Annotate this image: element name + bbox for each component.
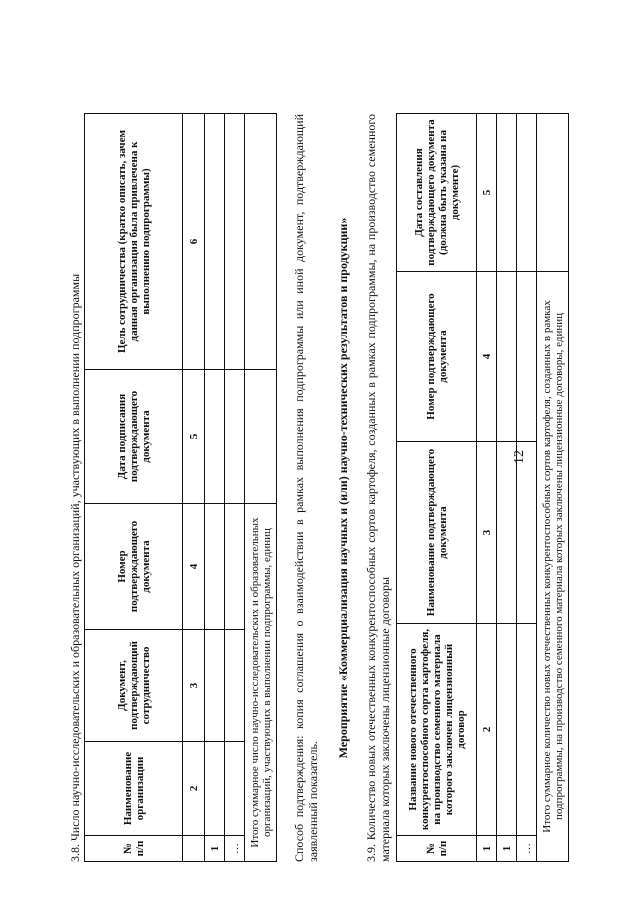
header-cooperation-document: Документ, подтверждающий сотрудничество	[85, 630, 183, 742]
column-number: 5	[183, 370, 205, 504]
table-row	[497, 114, 517, 862]
page-number: 12	[512, 450, 527, 464]
column-number: 4	[477, 272, 497, 442]
header-signing-date: Дата подписания подтверждающего документа	[85, 370, 183, 504]
table-cell	[205, 370, 225, 504]
row-number: 1	[477, 836, 497, 862]
table-cell	[205, 114, 225, 370]
column-number: 2	[477, 624, 497, 836]
table-cell	[205, 504, 225, 630]
table-row	[225, 114, 245, 862]
table-cell	[517, 624, 537, 836]
total-label: Итого суммарное число научно-исследовательских и образовательных организаций, участвующих в выполнении подпрограммы, единиц	[245, 504, 277, 862]
table-cell	[517, 114, 537, 272]
header-number: № п/п	[397, 836, 477, 862]
header-variety-name: Название нового отечественного конкурентоспособного сорта картофеля, на производство семенного материала которого заключен лицензионный договор	[397, 624, 477, 836]
confirmation-method: Способ подтверждения: копия соглашения о взаимодействии в рамках выполнения подпрограммы или иной документ, подтверждающий заявленный показатель.	[292, 114, 320, 862]
row-number: …	[517, 836, 537, 862]
table-cell	[245, 370, 277, 504]
table-header-row	[85, 114, 183, 862]
total-label: Итого суммарное количество новых отечественных конкурентоспособных сортов картофеля, созданных в рамках подпрограммы, на производство семенного материала которых заключены лицензионные договоры, единиц	[537, 272, 569, 862]
column-number: 2	[183, 742, 205, 836]
table-row	[477, 114, 497, 862]
header-number: № п/п	[85, 836, 183, 862]
table-cell	[225, 504, 245, 630]
column-number-row	[183, 114, 205, 862]
table-cell	[225, 630, 245, 742]
section-3-8-title: 3.8. Число научно-исследовательских и образовательных организаций, участвующих в выполнении подпрограммы	[68, 273, 82, 862]
total-row	[537, 114, 569, 862]
column-number	[183, 836, 205, 862]
total-row	[245, 114, 277, 862]
table-cell	[205, 630, 225, 742]
table-cell	[537, 114, 569, 272]
table-cell	[497, 624, 517, 836]
section-3-9-title: 3.9. Количество новых отечественных конкурентоспособных сортов картофеля, созданных в рамках подпрограммы, на производство семенного материала которых заключены лицензионные договоры	[364, 114, 392, 862]
table-cell	[497, 442, 517, 624]
header-organization-name: Наименование организации	[85, 742, 183, 836]
table-row	[517, 114, 537, 862]
table-cell	[225, 114, 245, 370]
section-3-8-table	[84, 113, 277, 862]
column-number: 3	[477, 442, 497, 624]
table-header-row	[397, 114, 477, 862]
section-3-9-table	[396, 113, 569, 862]
table-cell	[497, 272, 517, 442]
rotated-content	[64, 62, 584, 862]
header-document-date: Дата составления подтверждающего документа (должна быть указана на документе)	[397, 114, 477, 272]
measure-heading: Мероприятие «Коммерциализация научных и (или) научно-технических результатов и продукции»	[336, 217, 350, 759]
table-cell	[517, 272, 537, 442]
column-number: 6	[183, 114, 205, 370]
header-document-number: Номер подтверждающего документа	[85, 504, 183, 630]
table-cell	[205, 742, 225, 836]
table-cell	[517, 442, 537, 624]
header-document-number: Номер подтверждающего документа	[397, 272, 477, 442]
table-cell	[497, 114, 517, 272]
column-number: 3	[183, 630, 205, 742]
table-cell	[225, 370, 245, 504]
table-row	[205, 114, 225, 862]
table-cell	[225, 742, 245, 836]
header-cooperation-goal: Цель сотрудничества (кратко описать, зачем данная организация была привлечена к выполнению подпрограммы)	[85, 114, 183, 370]
row-number: 1	[497, 836, 517, 862]
row-number: 1	[205, 836, 225, 862]
column-number: 5	[477, 114, 497, 272]
row-number: …	[225, 836, 245, 862]
table-cell	[245, 114, 277, 370]
header-document-name: Наименование подтверждающего документа	[397, 442, 477, 624]
column-number: 4	[183, 504, 205, 630]
